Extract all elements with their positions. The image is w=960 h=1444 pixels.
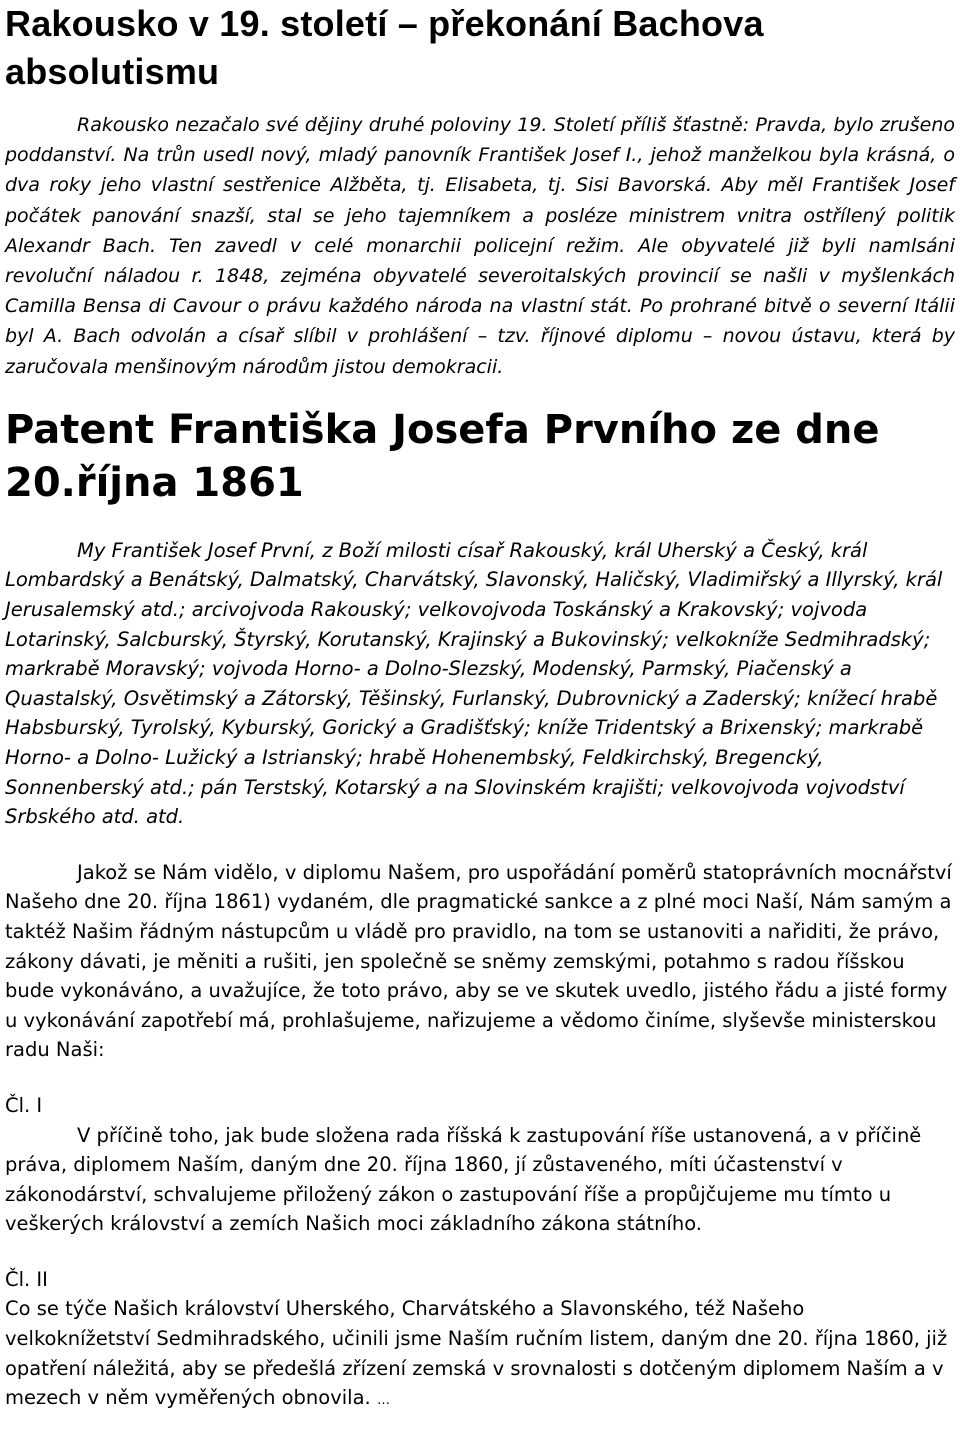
article-1-text: V příčině toho, jak bude složena rada říšská k zastupování říše ustanovená, a v příčině práva, diplomem Naším, daným dne 20. října 1860, jí zůstaveného, míti účastenství v zákonodárství, schvalujeme přiložený zákon o zastupování říše a propůjčujeme mu tímto u veškerých království a zemích Našich moci základního zákona státního.: [5, 1123, 922, 1236]
patent-title: Patent Františka Josefa Prvního ze dne 20.října 1861: [5, 406, 880, 506]
intro-paragraph: Rakousko nezačalo své dějiny druhé poloviny 19. Století příliš šťastně: Pravda, bylo zrušeno poddanství. Na trůn usedl nový, mladý panovník František Josef I., jehož manželkou byla krásná, o dva roky jeho vlastní sestřenice Alžběta, tj. Elisabeta, tj. Sisi Bavorská. Aby měl František Josef počátek panování snazší, stal se jeho tajemníkem a posléze ministrem vnitra ostřílený politik Alexandr Bach. Ten zavedl v celé monarchii policejní režim. Ale obyvatelé již byli namlsáni revoluční náladou r. 1848, zejména obyvatelé severoitalských provincií se našli v myšlenkách Camilla Bensa di Cavour o právu každého národa na vlastní stát. Po prohrané bitvě o severní Itálii byl A. Bach odvolán a císař slíbil v prohlášení – tzv. říjnové diplomu – novou ústavu, která by zaručovala menšinovým národům jistou demokracii.: [5, 114, 955, 378]
article-1: [5, 1091, 955, 1239]
article-2-text: [5, 1294, 955, 1415]
declaration-paragraph: My František Josef První, z Boží milosti císař Rakouský, král Uherský a Český, král Lombardský a Benátský, Dalmatský, Charvátský, Slavonský, Haličský, Vladimiřský a Illyrský, král Jerusalemský atd.; arcivojvoda Rakouský; velkovojvoda Toskánský a Krakovský; vojvoda Lotarinský, Salcburský, Štyrský, Korutanský, Krajinský a Bukovinský; velkokníže Sedmihradský; markrabě Moravský; vojvoda Horno- a Dolno-Slezský, Modenský, Parmský, Piačenský a Quastalský, Osvětimský a Zátorský, Těšinský, Furlanský, Dubrovnický a Zaderský; knížecí hrabě Habsburský, Tyrolský, Kyburský, Gorický a Gradišťský; kníže Tridentský a Brixenský; markrabě Horno- a Dolno- Lužický a Istrianský; hrabě Hohenembský, Feldkirchský, Bregencký, Sonnenberský atd.; pán Terstský, Kotarský a na Slovinském krajišti; velkovojvoda vojvodství Srbského atd. atd.: [5, 538, 943, 829]
preamble-paragraph: Jakož se Nám vidělo, v diplomu Našem, pro uspořádání poměrů statoprávních mocnářství Našeho dne 20. října 1861) vydaném, dle pragmatické sankce a z plné moci Naší, Nám samým a taktéž Našim řádným nástupcům u vládě pro pravidlo, na tom se ustanoviti a nařiditi, že právo, zákony dávati, je měniti a rušiti, jen společně se sněmy zemskými, potahmo s radou říšskou bude vykonáváno, a uvažujíce, že toto právo, aby se ve skutek uvedlo, jistého řádu a jisté formy u vykonávání zapotřebí má, prohlašujeme, nařizujeme a vědomo činíme, slyševše ministerskou radu Naši:: [5, 860, 952, 1062]
continuation-ellipsis: …: [376, 1393, 390, 1409]
article-2-label: Čl. II: [5, 1267, 48, 1291]
article-2: [5, 1265, 955, 1416]
article-2-body: Co se týče Našich království Uherského, Charvátského a Slavonského, též Našeho velkoknížetství Sedmihradského, učinili jsme Naším ručním listem, daným dne 20. října 1860, již opatření náležitá, aby se předešlá zřízení zemská v srovnalosti s dotčeným diplomem Naším a v mezech v něm vyměřených obnovila.: [5, 1297, 948, 1410]
article-1-label: Čl. I: [5, 1093, 43, 1117]
page-heading: Rakousko v 19. století – překonání Bachova absolutismu: [5, 3, 764, 92]
